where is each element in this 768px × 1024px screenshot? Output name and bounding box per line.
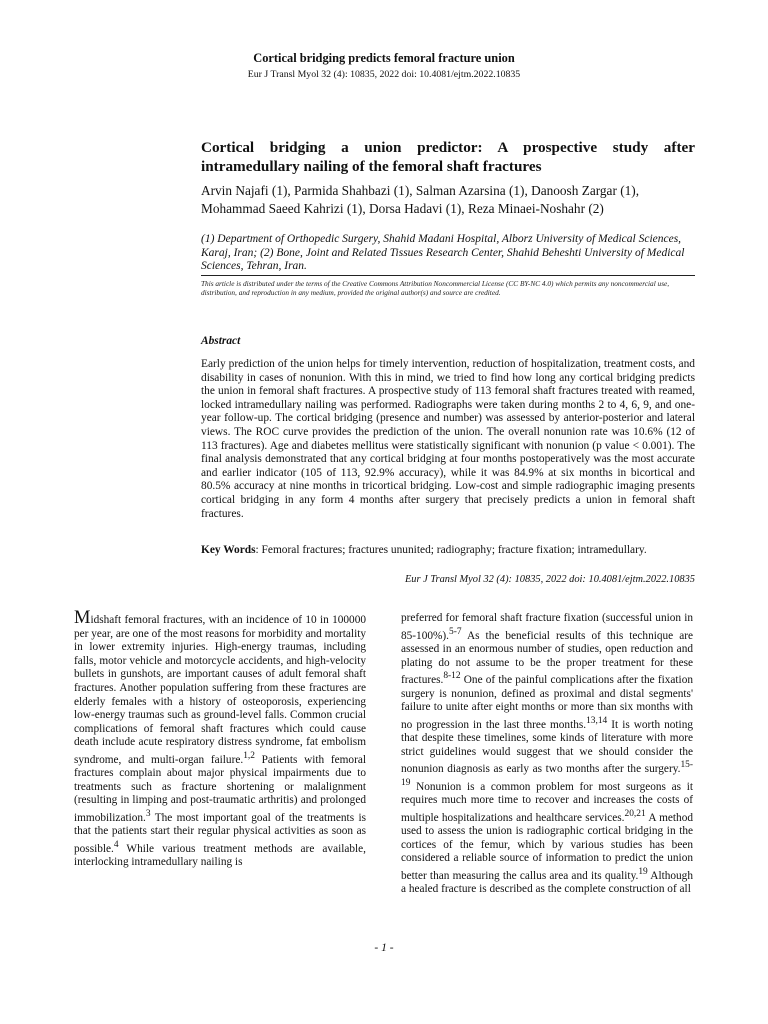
license-note: This article is distributed under the terms of the Creative Commons Attribution Noncommercial License (CC BY-NC 4.0) which permits any noncommercial use, distribution, and reproduction in any medium, provided the original author(s) and source are credited. (201, 275, 695, 298)
body-text: Patients with femoral fractures complain about major physical impairments due to treatments such as fracture shortening or malalignment (resulting in limping and post-traumatic arthritis) and prolonged immobilization. (74, 753, 366, 824)
body-column-left (74, 608, 366, 870)
citation-ref: 5-7 (449, 626, 462, 637)
body-text: While various treatment methods are available, interlocking intramedullary nailing is (74, 842, 366, 869)
body-text: It is worth noting that despite these timelines, some kinds of literature with more strict guidelines would suggest that we should consider the nonunion diagnosis as early as two months after the surgery. (401, 718, 693, 775)
article-title: Cortical bridging a union predictor: A prospective study after intramedullary nailing of the femoral shaft fractures (201, 139, 695, 175)
body-text: idshaft femoral fractures, with an incidence of 10 in 100000 per year, are one of the most reasons for morbidity and mortality in lower extremity injuries. High-energy traumas, including falls, motor vehicle and motorcycle accidents, and high-velocity bullets in gunshots, are important causes of adult femoral shaft fractures. Another population suffering from these fractures are elderly females with a history of osteoporosis, experiencing low-energy traumas such as ground-level falls. Common crucial complications of femoral shaft fractures which could cause death include acute respiratory distress syndrome, fat embolism syndrome, and multi-organ failure. (74, 614, 366, 766)
affiliations: (1) Department of Orthopedic Surgery, Shahid Madani Hospital, Alborz University of Medical Sciences, Karaj, Iran; (2) Bone, Joint and Related Tissues Research Center, Shahid Beheshti University of Medical Sciences, Tehran, Iran. (201, 233, 685, 272)
body-text: preferred for femoral shaft fracture fixation (successful union in 85-100%). (401, 612, 693, 642)
citation-ref: 13,14 (586, 715, 608, 726)
abstract-text: Early prediction of the union helps for timely intervention, reduction of hospitalization, treatment costs, and disability in cases of nonunion. With this in mind, we tried to find how long any cortical bridging predicts the union in femoral shaft fractures. A prospective study of 113 femoral shaft fractures treated with reamed, locked intramedullary nailing was performed. Radiographs were taken during months 2 to 4, 6, 9, and one-year follow-up. The cortical bridging (presence and number) was assessed by anterior-posterior and lateral views. The ROC curve provides the prediction of the union. The overall nonunion rate was 10.6% (12 of 113 fractures). Age and diabetes mellitus were statistically significant with nonunion (p value < 0.001). The final analysis demonstrated that any cortical bridging at four months postoperatively was the most accurate and earlier indicator (105 of 113, 92.9% accuracy), while it was 84.9% at six months in bicortical and 80.5% accuracy at nine months in tricortical bridging. Low-cost and simple radiographic imaging presents cortical bridging in any form 4 months after surgery that precisely predicts a union in femoral shaft fractures. (201, 358, 695, 520)
body-text: Although a healed fracture is described as the complete construction of all (401, 869, 693, 896)
keywords (201, 544, 695, 558)
header-citation: Eur J Transl Myol 32 (4): 10835, 2022 doi: 10.4081/ejtm.2022.10835 (247, 69, 521, 80)
abstract-heading: Abstract (201, 335, 241, 347)
keywords-text: : Femoral fractures; fractures ununited; radiography; fracture fixation; intramedullary. (255, 544, 647, 556)
body-text: As the beneficial results of this technique are assessed in an enormous number of studies, open reduction and plating do not assume to be the proper treatment for these fractures. (401, 629, 693, 686)
body-text: Nonunion is a common problem for most surgeons as it requires much more time to recover and increases the costs of multiple hospitalizations and healthcare services. (401, 780, 693, 824)
citation-ref: 1,2 (243, 750, 255, 761)
body-text: One of the painful complications after the fixation surgery is nonunion, defined as proximal and distal segments' failure to unite after eight months or more than six months with no progression in the last three months. (401, 673, 693, 731)
citation-ref: 19 (638, 866, 648, 877)
citation-ref: 4 (113, 840, 119, 851)
keywords-label: Key Words (201, 544, 256, 556)
running-title: Cortical bridging predicts femoral fracture union (253, 51, 515, 65)
abstract-citation: Eur J Transl Myol 32 (4): 10835, 2022 doi: 10.4081/ejtm.2022.10835 (404, 574, 695, 585)
page-number: - 1 - (374, 942, 394, 954)
body-column-right (401, 612, 693, 897)
citation-ref: 3 (145, 809, 151, 820)
citation-ref: 20,21 (624, 808, 646, 819)
author-list: Arvin Najafi (1), Parmida Shahbazi (1), Salman Azarsina (1), Danoosh Zargar (1), Mohammad Saeed Kahrizi (1), Dorsa Hadavi (1), Reza Minaei-Noshahr (2) (201, 183, 640, 216)
drop-cap: M (74, 608, 91, 628)
body-text: The most important goal of the treatments is that the patients start their regular physical activities as soon as possible. (74, 811, 366, 855)
citation-ref: 15-19 (401, 760, 693, 788)
body-text: A method used to assess the union is radiographic cortical bridging in the cortices of the femur, which by various studies has been considered a reliable source of information to predict the union better than measuring the callus area and its quality. (401, 811, 693, 882)
citation-ref: 8-12 (443, 671, 461, 682)
